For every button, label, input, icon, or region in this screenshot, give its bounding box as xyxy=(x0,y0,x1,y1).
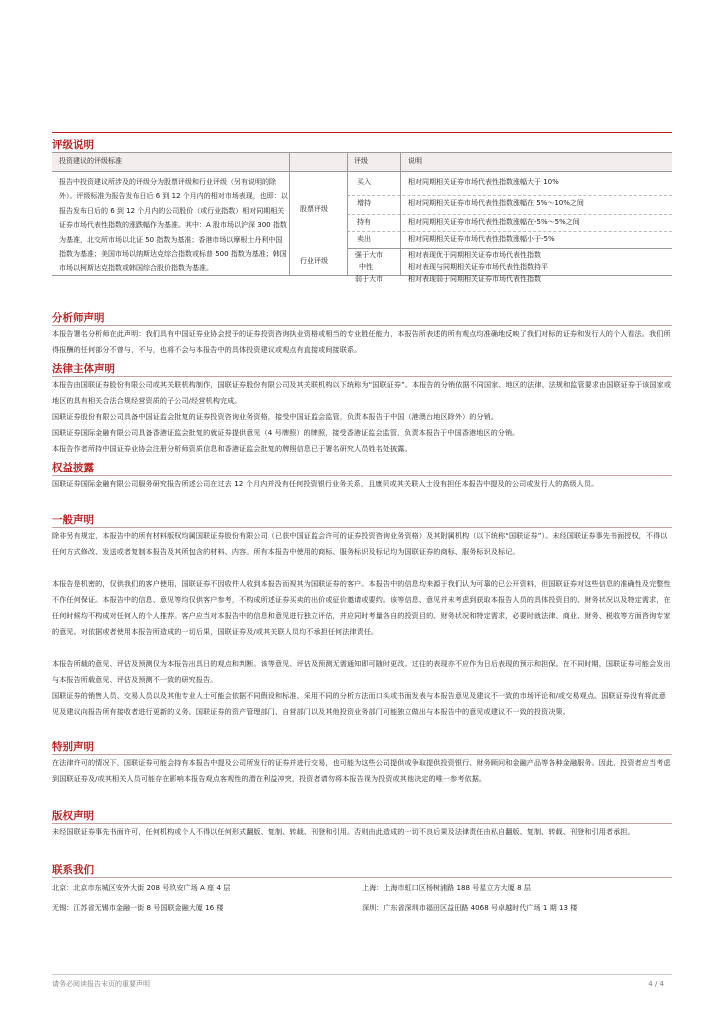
legal-paragraph-3: 国联证券国际金融有限公司具备香港证监会批复的就证券提供意见（4 号牌照）的牌照，接受香港证监会监管，负责本报告于中国香港地区的分销。 xyxy=(52,428,520,437)
grade-buy: 买入 xyxy=(357,178,371,186)
grade-overweight: 增持 xyxy=(357,199,371,207)
copyright-paragraph: 未经国联证券事先书面许可，任何机构或个人不得以任何形式翻版、复制、转载、刊登和引用。否则由此造成的一切不良后果及法律责任由私自翻版、复制、转载、刊登和引用者承担。 xyxy=(52,827,635,836)
table-rule xyxy=(347,195,672,196)
table-rule xyxy=(289,152,290,276)
grade-sell: 卖出 xyxy=(357,235,371,243)
analyst-statement: 本报告署名分析师在此声明：我们具有中国证券业协会授予的证券投资咨询执业资格或相当的专业胜任能力，本报告所表述的所有观点均准确地反映了我们对标的证券和发行人的个人看法。我们所得报酬的任何部分不曾与，不与，也将不会与本报告中的具体投资建议或观点有直接或间接联系。 xyxy=(52,329,671,354)
analyst-section-title: 分析师声明 xyxy=(52,312,105,324)
general-paragraph-2: 本报告是机密的，仅供我们的客户使用，国联证券不因收件人收到本报告而视其为国联证券的客户。本报告中的信息均来源于我们认为可靠的已公开资料，但国联证券对这些信息的准确性及完整性不作任何保证。本报告中的信息、意见等均仅供客户参考，不构成所述证券买卖的出价或征价邀请或要约。该等信息、意见并未考虑到获取本报告人员的具体投资目的、财务状况以及特定需求，在任何时候均不构成对任何人的个人推荐。客户应当对本报告中的信息和意见进行独立评估，并应同时考量各自的投资目的、财务状况和特定需求，必要时就法律、商业、财务、税收等方面咨询专家的意见。对依据或者使用本报告所造成的一切后果，国联证券及/或其关联人员均不承担任何法律责任。 xyxy=(52,579,671,636)
contact-shenzhen: 深圳：广东省深圳市福田区益田路 4068 号卓越时代广场 1 期 13 楼 xyxy=(362,903,578,912)
grade-neutral-desc: 相对表现与同期相关证券市场代表性指数持平 xyxy=(408,263,548,271)
stock-rating-label: 股票评级 xyxy=(300,205,328,213)
rating-section-title: 评级说明 xyxy=(52,139,94,151)
table-rule xyxy=(52,171,672,172)
contact-beijing: 北京：北京市东城区安外大街 208 号玖安广场 A 座 4 层 xyxy=(52,883,231,892)
table-rule xyxy=(347,214,672,215)
copyright-section-title: 版权声明 xyxy=(52,810,94,822)
table-rule xyxy=(400,152,401,276)
general-section-title: 一般声明 xyxy=(52,514,94,526)
table-rule xyxy=(347,248,672,249)
rating-description: 报告中投资建议所涉及的评级分为股票评级和行业评级（另有说明的除外）。评级标准为报告发布日后 6 到 12 个月内的相对市场表现，也即：以报告发布日后的 6 到 12 个月内的公司股价（或行业指数）相对同期相关证券市场代表性指数的涨跌幅作为基准。其中：A 股市场以沪深 300 指数为基准，北交所市场以北证 50 指数为基准；香港市场以摩根士丹利中国指数为基准；美国市场以纳斯达克综合指数或标普 500 指数为基准；韩国市场以柯斯达克指数或韩国综合股价指数为基准。 xyxy=(59,178,288,273)
rating-table xyxy=(52,152,672,283)
footer-divider xyxy=(52,974,672,975)
grade-hold-desc: 相对同期相关证券市场代表性指数涨幅在-5%～5%之间 xyxy=(408,218,580,226)
disclosure-section-title: 权益披露 xyxy=(52,462,94,474)
legal-paragraph-1: 本报告由国联证券股份有限公司或其关联机构制作，国联证券股份有限公司及其关联机构以下统称为“国联证券”。本报告的分销依据不同国家、地区的法律、法规和监管要求由国联证券于该国家或地区的具有相关合法合规经营资质的子公司/经营机构完成。 xyxy=(52,380,672,405)
special-paragraph: 在法律许可的情况下，国联证券可能会持有本报告中提及公司所发行的证券并进行交易，也可能为这些公司提供或争取提供投资银行、财务顾问和金融产品等各种金融服务。因此，投资者应当考虑到国联证券及/或其相关人员可能存在影响本报告观点客观性的潜在利益冲突，投资者请勿将本报告视为投资或其他决定的唯一参考依据。 xyxy=(52,758,671,783)
legal-paragraph-4: 本报告作者所持中国证券业协会注册分析师资质信息和香港证监会批复的牌照信息已于署名研究人员姓名处披露。 xyxy=(52,444,412,453)
grade-underperform-desc: 相对表现弱于同期相关证券市场代表性指数 xyxy=(408,275,541,283)
grade-outperform-desc: 相对表现优于同期相关证券市场代表性指数 xyxy=(408,251,541,259)
general-paragraph-1: 除非另有规定，本报告中的所有材料版权均属国联证券股份有限公司（已获中国证监会许可的证券投资咨询业务资格）及其附属机构（以下统称“国联证券”）。未经国联证券事先书面授权，不得以任何方式修改、发送或者复制本报告及其所包含的材料、内容。所有本报告中使用的商标、服务标识及标记均为国联证券的商标、服务标识及标记。 xyxy=(52,531,668,556)
page-number: 4 / 4 xyxy=(648,980,664,988)
general-paragraph-4: 国联证券的销售人员、交易人员以及其他专业人士可能会依据不同假设和标准、采用不同的分析方法而口头或书面发表与本报告意见及建议不一致的市场评论和/或交易观点。国联证券没有将此意见及建议向报告所有接收者进行更新的义务。国联证券的资产管理部门、自营部门以及其他投资业务部门可能独立做出与本报告中的意见或建议不一致的投资决策。 xyxy=(52,691,666,716)
rating-header-standard: 投资建议的评级标准 xyxy=(59,157,122,165)
table-rule xyxy=(347,152,348,276)
general-paragraph-3: 本报告所载的意见、评估及预测仅为本报告出具日的观点和判断。该等意见、评估及预测无需通知即可随时更改。过往的表现亦不应作为日后表现的预示和担保。在不同时期，国联证券可能会发出与本报告所载意见、评估及预测不一致的研究报告。 xyxy=(52,659,671,684)
footer-note: 请务必阅读报告末页的重要声明 xyxy=(52,980,150,988)
top-divider xyxy=(52,132,672,133)
grade-overweight-desc: 相对同期相关证券市场代表性指数涨幅在 5%～10%之间 xyxy=(408,199,584,207)
special-section-title: 特别声明 xyxy=(52,741,94,753)
section-divider xyxy=(52,877,672,878)
rating-header-grade: 评级 xyxy=(354,157,368,165)
rating-header-desc: 说明 xyxy=(408,157,422,165)
contact-section-title: 联系我们 xyxy=(52,864,94,876)
grade-sell-desc: 相对同期相关证券市场代表性指数涨幅小于-5% xyxy=(408,235,555,243)
grade-buy-desc: 相对同期相关证券市场代表性指数涨幅大于 10% xyxy=(408,178,559,186)
grade-neutral: 中性 xyxy=(359,263,373,271)
table-rule xyxy=(347,231,672,232)
industry-rating-label: 行业评级 xyxy=(300,257,328,265)
grade-outperform: 强于大市 xyxy=(355,251,383,259)
table-rule xyxy=(52,152,672,153)
legal-paragraph-2: 国联证券股份有限公司具备中国证监会批复的证券投资咨询业务资格，接受中国证监会监管，负责本报告于中国（港澳台地区除外）的分销。 xyxy=(52,412,499,421)
grade-underperform: 弱于大市 xyxy=(355,275,383,283)
grade-hold: 持有 xyxy=(357,218,371,226)
disclaimer-page xyxy=(52,0,672,1024)
contact-wuxi: 无锡：江苏省无锡市金融一街 8 号国联金融大厦 16 楼 xyxy=(52,903,224,912)
disclosure-paragraph: 国联证券国际金融有限公司服务研究报告所述公司在过去 12 个月内并没有任何投资银行业务关系，且康贝或其关联人士没有担任本报告中提及的公司或发行人的高级人员。 xyxy=(52,479,599,488)
contact-shanghai: 上海：上海市虹口区杨树浦路 188 号星立方大厦 8 层 xyxy=(362,883,531,892)
legal-section-title: 法律主体声明 xyxy=(52,363,115,375)
